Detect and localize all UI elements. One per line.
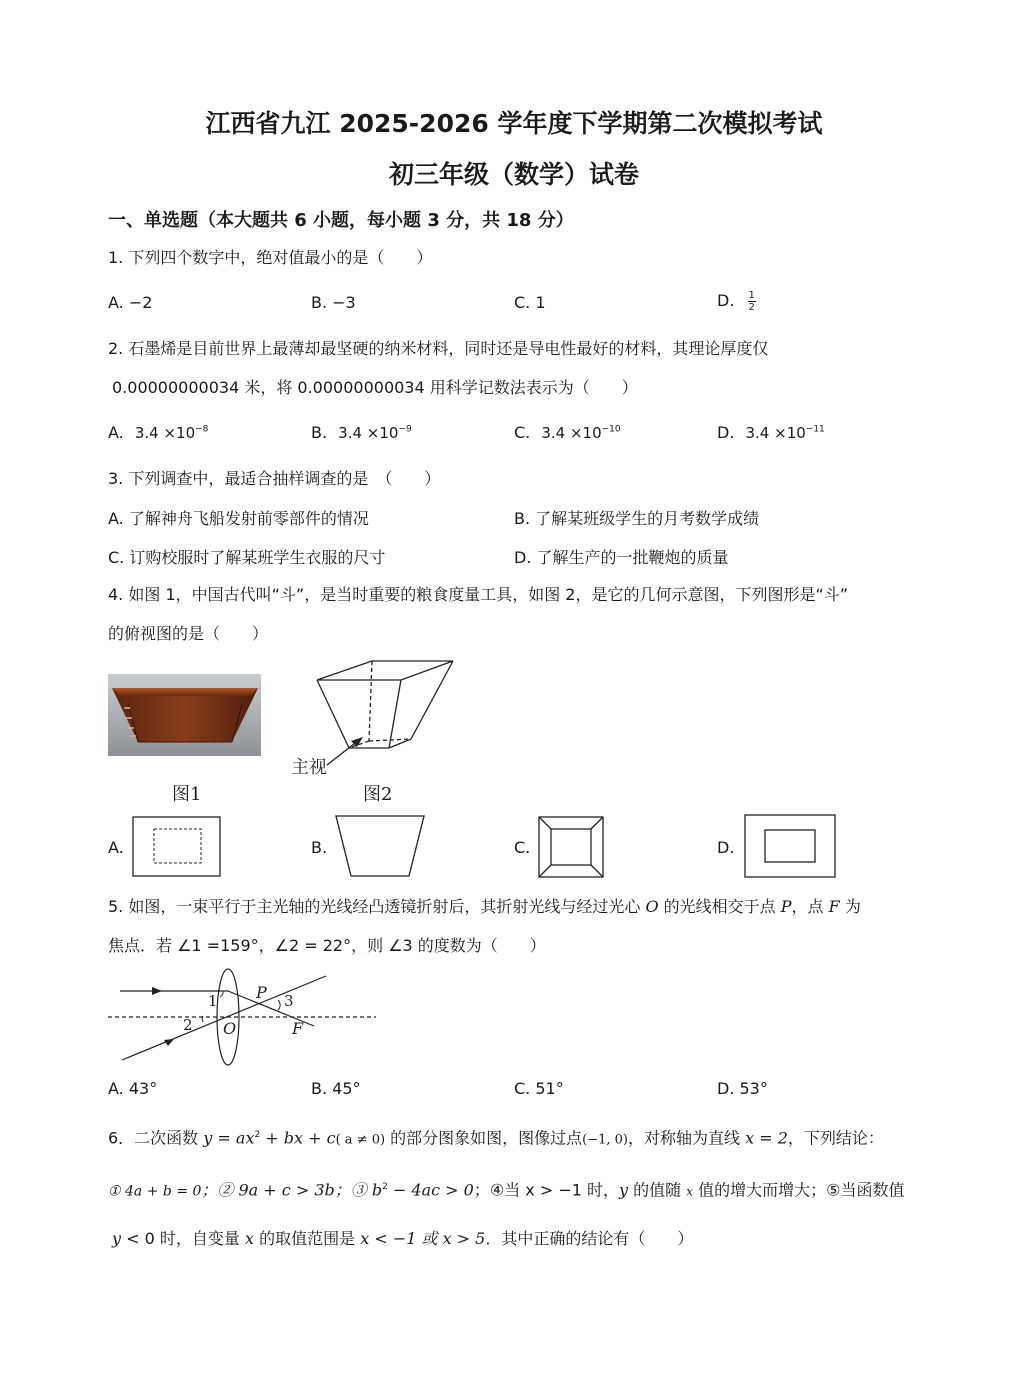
q6-eq-a: = ax [212,1128,255,1148]
q2-option-d-base: 3.4 ×10 [745,424,806,442]
q3-option-d: D. 了解生产的一批鞭炮的质量 [514,548,729,567]
exam-title: 江西省九江 2025-2026 学年度下学期第二次模拟考试 [205,109,823,138]
q6-line3 [112,1228,693,1250]
q4-figure1-caption: 图1 [172,784,202,805]
q5-stem-text-b: 的光线相交于点 [658,897,781,916]
fraction-denominator: 2 [748,302,755,313]
q6-line3-a: < 0 时，自变量 [121,1229,245,1248]
q6-conclusion-4-b: 的值随 [628,1180,687,1200]
q5-var-o: O [645,897,659,916]
q6-condition: ( a ≠ 0) [335,1132,386,1148]
q2-option-a-base: 3.4 ×10 [134,424,196,442]
q5-stem-text-c: ，点 [791,897,829,916]
q1-option-c: C. 1 [514,293,546,312]
q6-eq-rest: + bx + c [260,1128,336,1148]
q2-stem-line2: 0.00000000034 米，将 0.00000000034 用科学记数法表示为（ ） [112,378,638,397]
q6-line3-range: x < −1 或 x > 5 [360,1229,486,1248]
q5-point-p: P [256,983,267,1002]
q6-text-a: 6．二次函数 [108,1128,204,1148]
q6-text-d: ，下列结论： [787,1128,884,1148]
q4-option-c-label: C. [514,838,531,857]
q2-stem-line1: 2. 石墨烯是目前世界上最薄却最坚硬的纳米材料，同时还是导电性最好的材料，其理论厚度仅 [108,339,769,358]
q2-option-d [717,423,825,442]
q5-option-c: C. 51° [514,1079,564,1098]
q3-option-b: B. 了解某班级学生的月考数学成绩 [514,509,760,528]
q4-figure1-photo [108,674,261,756]
q1-option-b: B. −3 [311,293,356,312]
q6-line3-x: x [244,1229,255,1248]
q6-conclusion-4-c: 值的增大而增大；⑤当函数值 [693,1180,905,1200]
fraction-numerator: 1 [748,290,755,301]
q6-conclusion-4-x: x [686,1184,694,1199]
q5-stem-line1 [108,896,861,918]
q1-option-d-fraction [748,290,756,313]
q6-eq-y: y [203,1128,213,1148]
q5-var-p: P [780,897,792,916]
q1-stem: 1. 下列四个数字中，绝对值最小的是（ ） [108,248,433,267]
q6-conclusion-3b: − 4ac > 0 [387,1180,474,1200]
q6-conclusion-2: ；② 9a + c > 3b [201,1180,335,1200]
q2-option-c-label: C. [514,423,531,442]
q6-line2 [108,1176,904,1202]
q4-option-b-label: B. [311,838,328,857]
q4-option-d-figure [743,813,837,879]
q6-line3-c: ．其中正确的结论有（ ） [485,1229,694,1248]
q5-angle3-label: 3 [284,992,294,1010]
q2-option-b-base: 3.4 ×10 [338,424,399,442]
q2-option-b-exp: −9 [398,424,412,435]
q4-stem-line1: 4. 如图 1，中国古代叫“斗”，是当时重要的粮食度量工具，如图 2，是它的几何示意图，下列图形是“斗” [108,585,849,604]
q6-line3-y: y [112,1229,122,1248]
q6-text-b: 的部分图象如图，图像过点 [385,1128,583,1148]
q4-option-b-figure [334,814,426,878]
q2-option-c-base: 3.4 ×10 [541,424,602,442]
q4-option-d-label: D. [717,838,735,857]
q5-stem-line2: 焦点．若 ∠1 =159°，∠2 = 22°，则 ∠3 的度数为（ ） [108,936,546,955]
section-heading: 一、单选题（本大题共 6 小题，每小题 3 分，共 18 分） [108,210,574,231]
q3-stem: 3. 下列调查中，最适合抽样调查的是 （ ） [108,469,441,488]
q4-figure2-diagram [285,655,460,780]
q5-lens-diagram [108,966,380,1070]
q5-var-f: F [828,897,840,916]
q5-stem-text-a: 5. 如图，一束平行于主光轴的光线经凸透镜折射后，其折射光线与经过光心 [108,897,646,916]
q5-option-d: D. 53° [717,1079,768,1098]
q6-eq-square: 2 [254,1130,261,1140]
q6-conclusion-3a: ；③ b [334,1180,383,1200]
q2-option-a-exp: −8 [195,424,209,435]
q4-option-a-figure [132,816,222,878]
exam-subtitle: 初三年级（数学）试卷 [388,160,639,189]
q6-axis: x = 2 [745,1128,788,1148]
q2-option-b [311,423,412,442]
q6-point: (−1, 0) [582,1132,628,1148]
q2-option-d-label: D. [717,423,735,442]
q4-option-a-label: A. [108,838,124,857]
q2-option-a [108,423,208,442]
q5-option-b: B. 45° [311,1079,361,1098]
q4-view-label: 主视 [291,757,327,778]
q5-point-f: F [292,1019,304,1038]
q4-option-c-figure [537,815,605,879]
q5-angle2-label: 2 [183,1016,193,1034]
q5-angle1-label: 1 [208,992,218,1010]
q1-option-a: A. −2 [108,293,153,312]
q6-line1 [108,1124,884,1151]
q6-conclusion-4-y: y [619,1180,629,1200]
q2-option-d-exp: −11 [805,424,825,435]
q2-option-a-label: A. [108,423,124,442]
q2-option-c-exp: −10 [601,424,621,435]
q4-stem-line2: 的俯视图的是（ ） [108,624,269,643]
q5-option-a: A. 43° [108,1079,158,1098]
q2-option-b-label: B. [311,423,328,442]
q2-option-c [514,423,621,442]
q6-text-c: ，对称轴为直线 [628,1128,746,1148]
q3-option-a: A. 了解神舟飞船发射前零部件的情况 [108,509,369,528]
q5-stem-text-d: 为 [839,897,861,916]
q6-conclusion-1: ① 4a + b = 0 [108,1183,202,1200]
q5-point-o: O [223,1019,237,1038]
q6-conclusion-3-square: 2 [382,1182,388,1192]
q1-option-d [717,290,756,313]
q6-line3-b: 的取值范围是 [254,1229,361,1248]
q1-option-d-label: D. [717,291,735,310]
q6-conclusion-4: ；④当 x > −1 时， [473,1180,619,1200]
q4-figure2-caption: 图2 [363,784,393,805]
q3-option-c: C. 订购校服时了解某班学生衣服的尺寸 [108,548,386,567]
